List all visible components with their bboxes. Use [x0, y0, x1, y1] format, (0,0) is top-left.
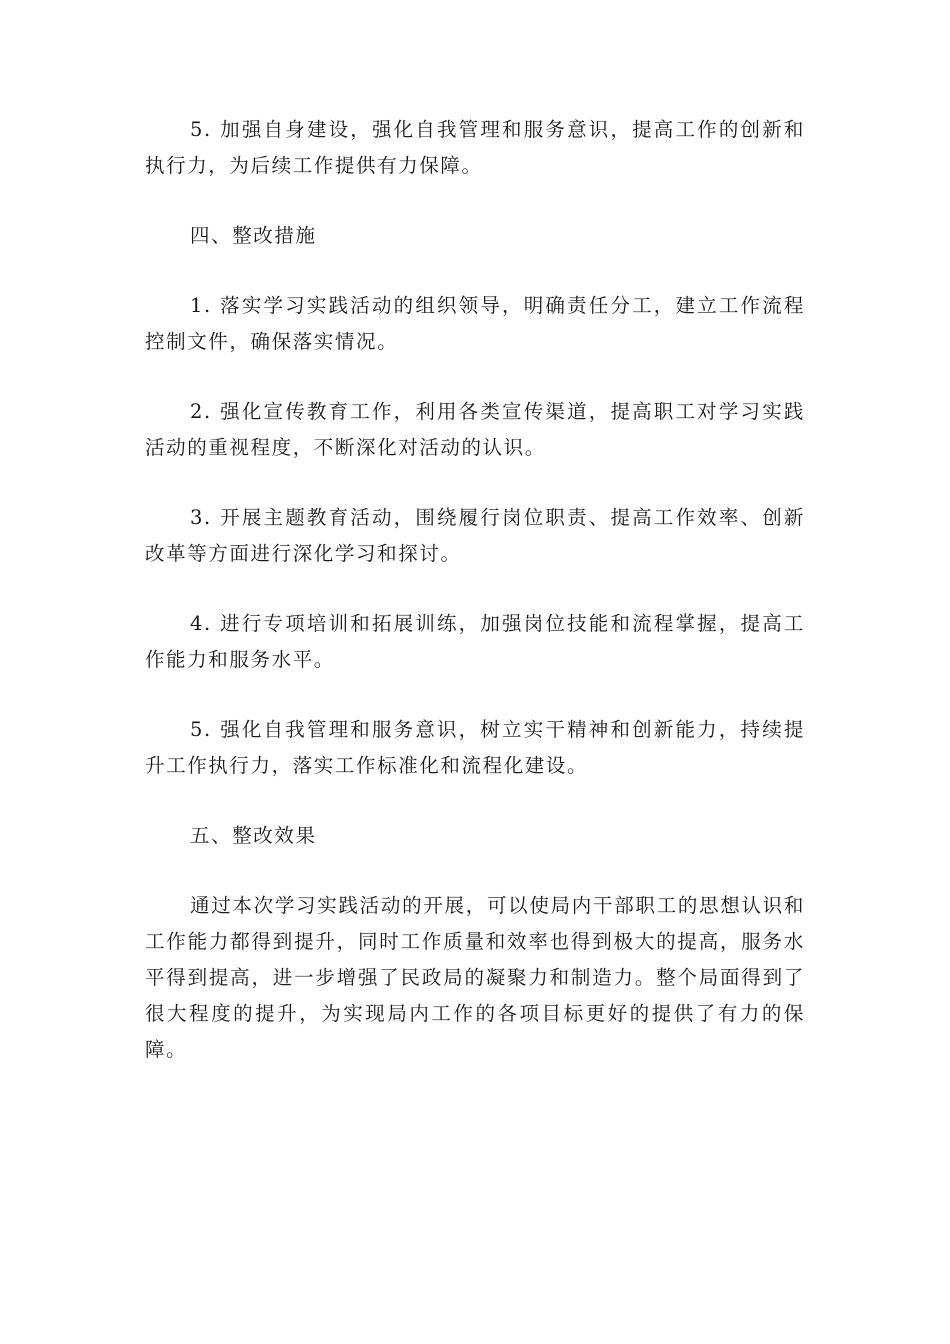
paragraph-results: 通过本次学习实践活动的开展，可以使局内干部职工的思想认识和工作能力都得到提升，同时工作质量和效率也得到极大的提高，服务水平得到提高，进一步增强了民政局的凝聚力和制造力。整个局面得到了很大程度的提升，为实现局内工作的各项目标更好的提供了有力的保障。	[145, 894, 805, 1061]
paragraph-item-5-self-building: 5. 加强自身建设，强化自我管理和服务意识，提高工作的创新和执行力，为后续工作提供有力保障。	[145, 118, 805, 177]
section-heading-rectification-results: 五、整改效果	[190, 824, 317, 847]
paragraph-measure-2: 2. 强化宣传教育工作，利用各类宣传渠道，提高职工对学习实践活动的重视程度，不断深化对活动的认识。	[145, 400, 805, 459]
paragraph-measure-4: 4. 进行专项培训和拓展训练，加强岗位技能和流程掌握，提高工作能力和服务水平。	[145, 612, 805, 671]
paragraph-measure-5: 5. 强化自我管理和服务意识，树立实干精神和创新能力，持续提升工作执行力，落实工作标准化和流程化建设。	[145, 718, 805, 777]
section-heading-rectification-measures: 四、整改措施	[190, 224, 317, 247]
document-body	[145, 112, 805, 1068]
paragraph-measure-1: 1. 落实学习实践活动的组织领导，明确责任分工，建立工作流程控制文件，确保落实情况。	[145, 294, 805, 353]
paragraph-measure-3: 3. 开展主题教育活动，围绕履行岗位职责、提高工作效率、创新改革等方面进行深化学习和探讨。	[145, 506, 805, 565]
